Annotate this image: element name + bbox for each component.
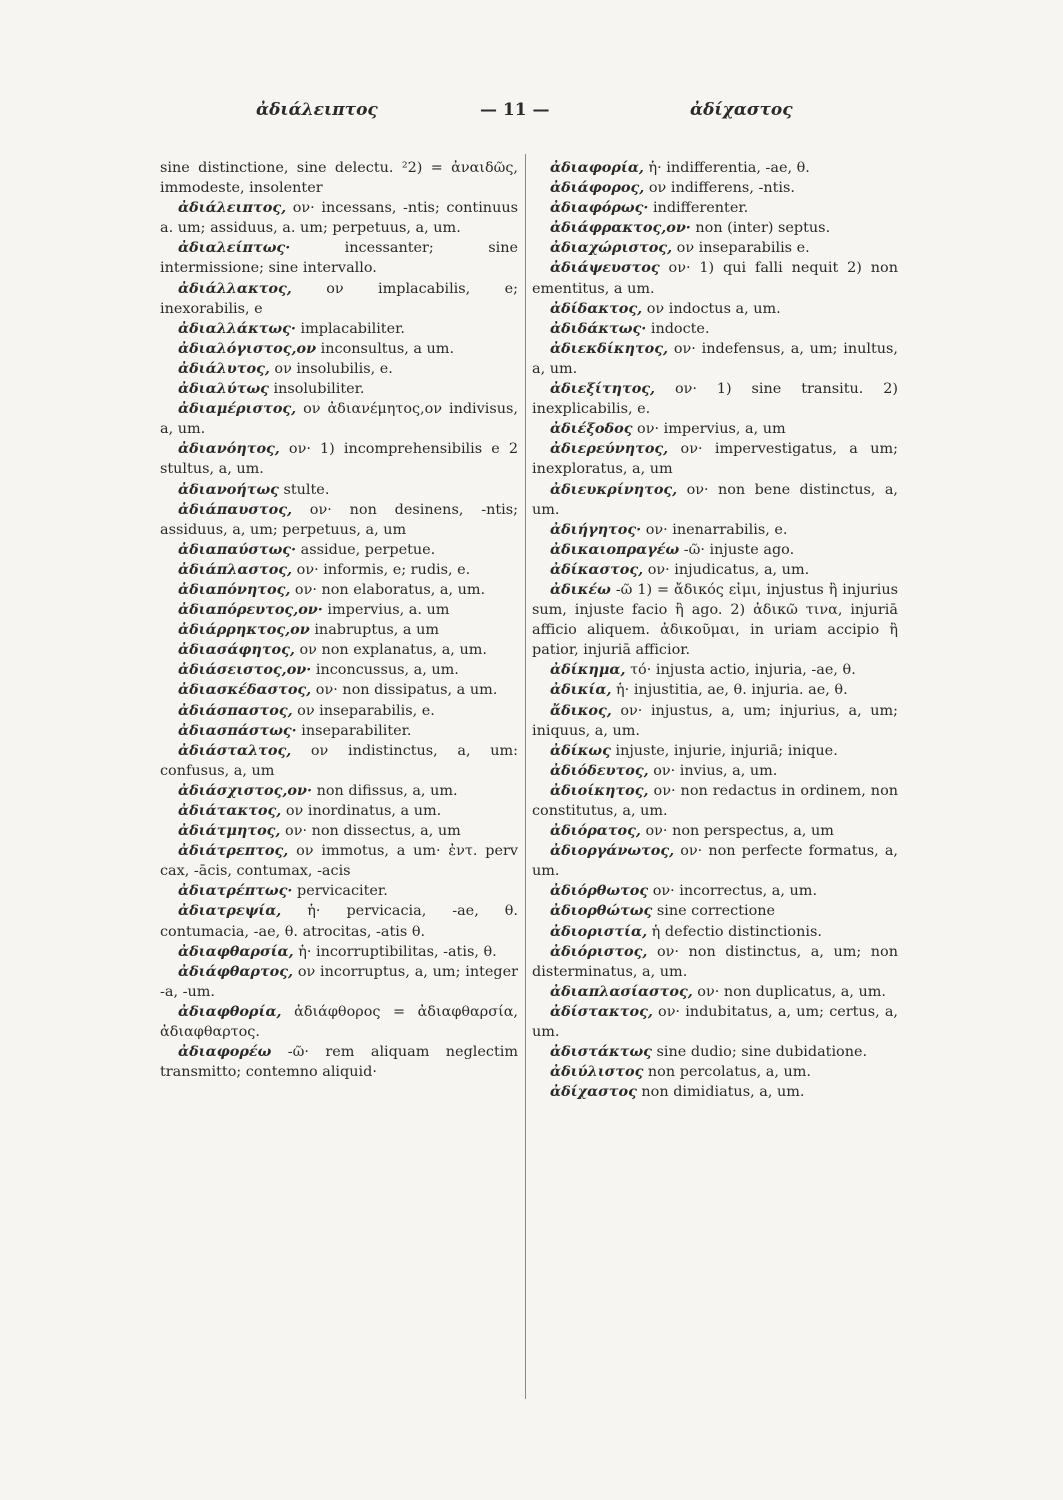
definition: ον implacabilis, e; inexorabilis, e bbox=[160, 280, 518, 317]
definition: ἀδιάφθορος = ἀδιαφθαρσία, ἀδιαφθαρτος. bbox=[160, 1003, 518, 1041]
dictionary-entry bbox=[160, 480, 518, 500]
dictionary-entry bbox=[160, 600, 518, 620]
definition: impervius, a. um bbox=[322, 602, 450, 619]
headword: ἀδιορθώτως bbox=[550, 902, 653, 920]
dictionary-entry bbox=[532, 982, 898, 1002]
headword: ἀδιόδευτος, bbox=[550, 761, 649, 779]
dictionary-entry bbox=[532, 761, 898, 781]
dictionary-entry bbox=[532, 942, 898, 982]
dictionary-entry bbox=[532, 480, 898, 520]
dictionary-entry bbox=[160, 580, 518, 600]
definition: inconcussus, a, um. bbox=[311, 662, 459, 679]
headword: ἀδιαπόρευτος,ον· bbox=[178, 601, 323, 619]
dictionary-entry bbox=[532, 419, 898, 439]
headword: ἀδιαλείπτως· bbox=[178, 239, 291, 257]
headword: ἀδιστάκτως bbox=[550, 1043, 652, 1061]
right-column bbox=[532, 158, 898, 1102]
headword: ἀδικέω bbox=[550, 580, 611, 598]
headword: ἀδιασάφητος, bbox=[178, 641, 295, 659]
dictionary-entry bbox=[160, 560, 518, 580]
dictionary-entry bbox=[160, 198, 518, 238]
definition: ον· inenarrabilis, e. bbox=[641, 521, 788, 538]
dictionary-entry bbox=[532, 680, 898, 700]
dictionary-entry bbox=[532, 701, 898, 741]
left-guide-word: ἀδιάλειπτος bbox=[256, 100, 378, 120]
headword: ἀδιάπλαστος, bbox=[178, 560, 293, 578]
headword: ἀδιασκέδαστος, bbox=[178, 681, 312, 699]
definition: non (inter) septus. bbox=[690, 220, 831, 237]
headword: ἀδίστακτος, bbox=[550, 1002, 653, 1020]
dictionary-entry bbox=[532, 238, 898, 258]
definition: ἡ defectio distinctionis. bbox=[647, 923, 822, 940]
headword: ἀδιάφρακτος,ον· bbox=[550, 219, 691, 237]
definition: ον non explanatus, a, um. bbox=[294, 642, 487, 659]
dictionary-entry bbox=[532, 198, 898, 218]
definition: ον immotus, a um· ἐντ. perv cax, -ācis, contumax, -acis bbox=[160, 843, 518, 880]
definition: ον· indefensus, a, um; inultus, a, um. bbox=[532, 340, 898, 377]
definition: ον· 1) incomprehensibilis e 2 stultus, a, um. bbox=[160, 441, 518, 478]
headword: ἀδιαφθαρσία, bbox=[178, 942, 294, 960]
definition: -ῶ 1) = ἄδικός εἰμι, injustus ἢ injurius sum, injuste facio ἢ ago. 2) ἀδικῶ τινα, injuriā afficio aliquem. ἀδικοῦμαι, in uriam accipio ἢ patior, injuriā afficior. bbox=[532, 581, 898, 659]
headword: ἀδιάσειστος,ον· bbox=[178, 661, 312, 679]
definition: τό· injusta actio, injuria, -ae, θ. bbox=[625, 662, 856, 679]
definition: ἡ· indifferentia, -ae, θ. bbox=[643, 160, 810, 176]
definition: ἡ· pervicacia, -ae, θ. contumacia, -ae, θ. atrocitas, -atis θ. bbox=[160, 903, 518, 940]
dictionary-entry bbox=[532, 299, 898, 319]
definition: sine correctione bbox=[652, 903, 776, 920]
dictionary-entry bbox=[532, 580, 898, 660]
definition: inconsultus, a um. bbox=[316, 340, 455, 357]
headword: ἀδιόρθωτος bbox=[550, 882, 649, 900]
dictionary-entry bbox=[532, 258, 898, 298]
definition: ον· non dissectus, a, um bbox=[280, 823, 461, 840]
headword: ἀδίκημα, bbox=[550, 661, 626, 679]
definition: ον incorruptus, a, um; integer -a, -um. bbox=[160, 963, 518, 1000]
definition: ον indoctus a, um. bbox=[642, 300, 781, 317]
dictionary-entry bbox=[532, 1042, 898, 1062]
headword: ἀδιασπάστως· bbox=[178, 721, 297, 739]
dictionary-entry bbox=[160, 962, 518, 1002]
definition: ον· incorrectus, a, um. bbox=[648, 883, 818, 900]
dictionary-entry bbox=[532, 339, 898, 379]
dictionary-entry bbox=[160, 238, 518, 278]
dictionary-entry bbox=[532, 218, 898, 238]
dictionary-entry bbox=[160, 660, 518, 680]
definition: ον· informis, e; rudis, e. bbox=[292, 561, 471, 578]
headword: ἀδιεξίτητος, bbox=[550, 380, 656, 398]
dictionary-entry bbox=[160, 841, 518, 881]
dictionary-entry bbox=[160, 620, 518, 640]
headword: ἀδιάλειπτος, bbox=[178, 199, 287, 217]
definition: ον· 1) sine transitu. 2) inexplicabilis, e. bbox=[532, 381, 898, 418]
headword: ἀδιάτακτος, bbox=[178, 802, 282, 819]
dictionary-entry bbox=[160, 1002, 518, 1042]
column-divider bbox=[525, 154, 526, 1399]
definition: ον· non desinens, -ntis; assiduus, a, um; perpetuus, a, um bbox=[160, 501, 518, 538]
dictionary-entry bbox=[532, 1082, 898, 1102]
definition: ον· indubitatus, a, um; certus, a, um. bbox=[532, 1003, 898, 1041]
headword: ἀδιδάκτως· bbox=[550, 319, 647, 337]
headword: ἀδικία, bbox=[550, 681, 612, 699]
dictionary-entry bbox=[160, 640, 518, 660]
headword: ἀδιάσταλτος, bbox=[178, 741, 292, 759]
definition: ον· 1) qui falli nequit 2) non ementitus, a um. bbox=[532, 260, 898, 297]
page-number: — 11 — bbox=[480, 100, 550, 120]
headword: ἀδιάλυτος, bbox=[178, 359, 270, 377]
headword: ἀδίκως bbox=[550, 741, 611, 759]
dictionary-entry bbox=[160, 279, 518, 319]
headword: ἀδιόρατος, bbox=[550, 822, 641, 840]
headword: ἀδιατρεψία, bbox=[178, 902, 282, 920]
definition: ον· non distinctus, a, um; non disterminatus, a, um. bbox=[532, 943, 898, 980]
headword: ἀδιάλλακτος, bbox=[178, 279, 292, 297]
definition: incessanter; sine intermissione; sine intervallo. bbox=[160, 240, 518, 277]
headword: ἀδιάτρεπτος, bbox=[178, 842, 289, 860]
headword: ἀδιήγητος· bbox=[550, 520, 642, 538]
definition: assidue, perpetue. bbox=[296, 541, 436, 558]
headword: ἀδιάπαυστος, bbox=[178, 500, 292, 518]
dictionary-entry bbox=[160, 319, 518, 339]
definition: ον· invius, a, um. bbox=[648, 762, 778, 779]
dictionary-entry bbox=[532, 158, 898, 178]
headword: ἀδίκαστος, bbox=[550, 560, 644, 578]
definition: insolubiliter. bbox=[268, 381, 365, 398]
headword: ἀδιαπλασίαστος, bbox=[550, 982, 693, 1000]
headword: ἀδιοριστία, bbox=[550, 922, 648, 940]
dictionary-entry bbox=[532, 821, 898, 841]
dictionary-entry bbox=[160, 680, 518, 700]
dictionary-entry bbox=[160, 339, 518, 359]
headword: ἀδιάσπαστος, bbox=[178, 701, 293, 719]
dictionary-entry bbox=[160, 821, 518, 841]
headword: ἀδιάρρηκτος,ον bbox=[178, 621, 310, 639]
dictionary-entry bbox=[160, 881, 518, 901]
headword: ἀδιερεύνητος, bbox=[550, 440, 669, 458]
headword: ἀδιαμέριστος, bbox=[178, 400, 297, 418]
definition: ον indifferens, -ntis. bbox=[644, 180, 795, 197]
dictionary-entry bbox=[532, 922, 898, 942]
headword: ἀδίδακτος, bbox=[550, 299, 643, 317]
headword: ἀδιάψευστος bbox=[550, 259, 660, 277]
dictionary-entry bbox=[532, 379, 898, 419]
headword: ἀδιόριστος, bbox=[550, 942, 648, 960]
headword: ἀδιαλλάκτως· bbox=[178, 319, 296, 337]
dictionary-entry bbox=[160, 741, 518, 781]
definition: ον· incessans, -ntis; continuus a. um; assiduus, a. um; perpetuus, a, um. bbox=[160, 200, 518, 237]
headword: ἀδιανοήτως bbox=[178, 480, 279, 498]
definition: sine distinctione, sine delectu. ²2) = ἀναιδῶς, immodeste, insolenter bbox=[160, 160, 518, 197]
dictionary-entry bbox=[160, 801, 518, 821]
definition: non percolatus, a, um. bbox=[643, 1064, 812, 1081]
definition: inseparabiliter. bbox=[296, 722, 412, 739]
definition: pervicaciter. bbox=[292, 883, 388, 900]
headword: ἀδιατρέπτως· bbox=[178, 882, 293, 900]
running-header bbox=[160, 100, 920, 130]
dictionary-entry bbox=[160, 158, 518, 198]
headword: ἀδιάφθαρτος, bbox=[178, 962, 294, 980]
definition: ον· non perspectus, a, um bbox=[640, 823, 834, 840]
definition: ον ἀδιανέμητος,ον indivisus, a, um. bbox=[160, 401, 518, 438]
dictionary-entry bbox=[532, 560, 898, 580]
definition: ον· non elaboratus, a, um. bbox=[290, 581, 486, 598]
definition: sine dudio; sine dubidatione. bbox=[651, 1044, 868, 1061]
definition: ἡ· injustitia, ae, θ. injuria. ae, θ. bbox=[611, 682, 848, 699]
headword: ἀδιαφορία, bbox=[550, 159, 644, 176]
right-guide-word: ἀδίχαστος bbox=[690, 100, 793, 120]
dictionary-entry bbox=[160, 942, 518, 962]
dictionary-entry bbox=[532, 319, 898, 339]
dictionary-entry bbox=[532, 741, 898, 761]
headword: ἀδίχαστος bbox=[550, 1083, 637, 1101]
headword: ἀδιαχώριστος, bbox=[550, 239, 673, 257]
headword: ἀδιοίκητος, bbox=[550, 781, 649, 799]
headword: ἀδιανόητος, bbox=[178, 440, 280, 458]
headword: ἀδιύλιστος bbox=[550, 1063, 644, 1081]
dictionary-entry bbox=[532, 439, 898, 479]
dictionary-entry bbox=[160, 500, 518, 540]
dictionary-entry bbox=[532, 540, 898, 560]
definition: ον· injustus, a, um; injurius, a, um; iniquus, a, um. bbox=[532, 702, 898, 739]
headword: ἀδιαφόρως· bbox=[550, 199, 649, 217]
definition: injuste, injurie, injuriā; inique. bbox=[610, 742, 838, 759]
dictionary-entry bbox=[160, 781, 518, 801]
definition: indocte. bbox=[646, 320, 710, 337]
dictionary-entry bbox=[160, 399, 518, 439]
dictionary-entry bbox=[160, 439, 518, 479]
headword: ἀδιευκρίνητος, bbox=[550, 480, 678, 498]
dictionary-entry bbox=[160, 701, 518, 721]
headword: ἀδιοργάνωτος, bbox=[550, 842, 675, 860]
dictionary-entry bbox=[160, 379, 518, 399]
headword: ἀδιαπόνητος, bbox=[178, 580, 291, 598]
definition: implacabiliter. bbox=[295, 320, 405, 337]
definition: ον· non bene distinctus, a, um. bbox=[532, 481, 898, 518]
definition: ον· injudicatus, a, um. bbox=[643, 561, 810, 578]
definition: -ῶ· injuste ago. bbox=[679, 541, 795, 558]
definition: -ῶ· rem aliquam neglectim transmitto; contemno aliquid· bbox=[160, 1044, 518, 1081]
dictionary-entry bbox=[160, 901, 518, 941]
definition: ον inseparabilis e. bbox=[672, 240, 810, 257]
dictionary-entry bbox=[532, 881, 898, 901]
headword: ἀδιάτμητος, bbox=[178, 822, 281, 840]
headword: ἀδιάσχιστος,ον· bbox=[178, 781, 313, 799]
definition: ον insolubilis, e. bbox=[269, 360, 393, 377]
headword: ἀδιαλόγιστος,ον bbox=[178, 339, 317, 357]
left-column bbox=[160, 158, 518, 1082]
dictionary-entry bbox=[532, 1062, 898, 1082]
dictionary-entry bbox=[532, 781, 898, 821]
dictionary-entry bbox=[160, 540, 518, 560]
definition: indifferenter. bbox=[648, 200, 749, 217]
definition: ον· non dissipatus, a um. bbox=[311, 682, 498, 699]
headword: ἀδικαιοπραγέω bbox=[550, 540, 680, 558]
headword: ἀδιέξοδος bbox=[550, 420, 633, 438]
headword: ἀδιαπαύστως· bbox=[178, 540, 297, 558]
definition: ον inseparabilis, e. bbox=[292, 702, 435, 719]
dictionary-entry bbox=[160, 721, 518, 741]
definition: inabruptus, a um bbox=[309, 622, 439, 639]
definition: ον· non perfecte formatus, a, um. bbox=[532, 843, 898, 880]
definition: non difissus, a, um. bbox=[312, 782, 458, 799]
definition: stulte. bbox=[278, 481, 330, 498]
definition: ον indistinctus, a, um: confusus, a, um bbox=[160, 742, 518, 779]
dictionary-entry bbox=[532, 660, 898, 680]
headword: ἀδιαφθορία, bbox=[178, 1002, 282, 1020]
dictionary-entry bbox=[532, 520, 898, 540]
definition: ον· non duplicatus, a, um. bbox=[692, 983, 886, 1000]
dictionary-entry bbox=[532, 901, 898, 921]
dictionary-entry bbox=[160, 359, 518, 379]
dictionary-entry bbox=[532, 1002, 898, 1042]
definition: ον· impervius, a, um bbox=[632, 421, 786, 438]
dictionary-entry bbox=[160, 1042, 518, 1082]
headword: ἀδιαλύτως bbox=[178, 380, 269, 398]
headword: ἀδιαφορέω bbox=[178, 1043, 272, 1061]
definition: ον· impervestigatus, a um; inexploratus, a, um bbox=[532, 441, 898, 478]
dictionary-entry bbox=[532, 841, 898, 881]
definition: ον inordinatus, a um. bbox=[281, 803, 442, 819]
definition: non dimidiatus, a, um. bbox=[636, 1084, 805, 1101]
definition: ἡ· incorruptibilitas, -atis, θ. bbox=[293, 943, 497, 960]
dictionary-entry bbox=[532, 178, 898, 198]
headword: ἀδιεκδίκητος, bbox=[550, 339, 669, 357]
definition: ον· non redactus in ordinem, non constitutus, a, um. bbox=[532, 782, 898, 819]
headword: ἀδιάφορος, bbox=[550, 179, 645, 197]
headword: ἄδικος, bbox=[550, 701, 612, 719]
